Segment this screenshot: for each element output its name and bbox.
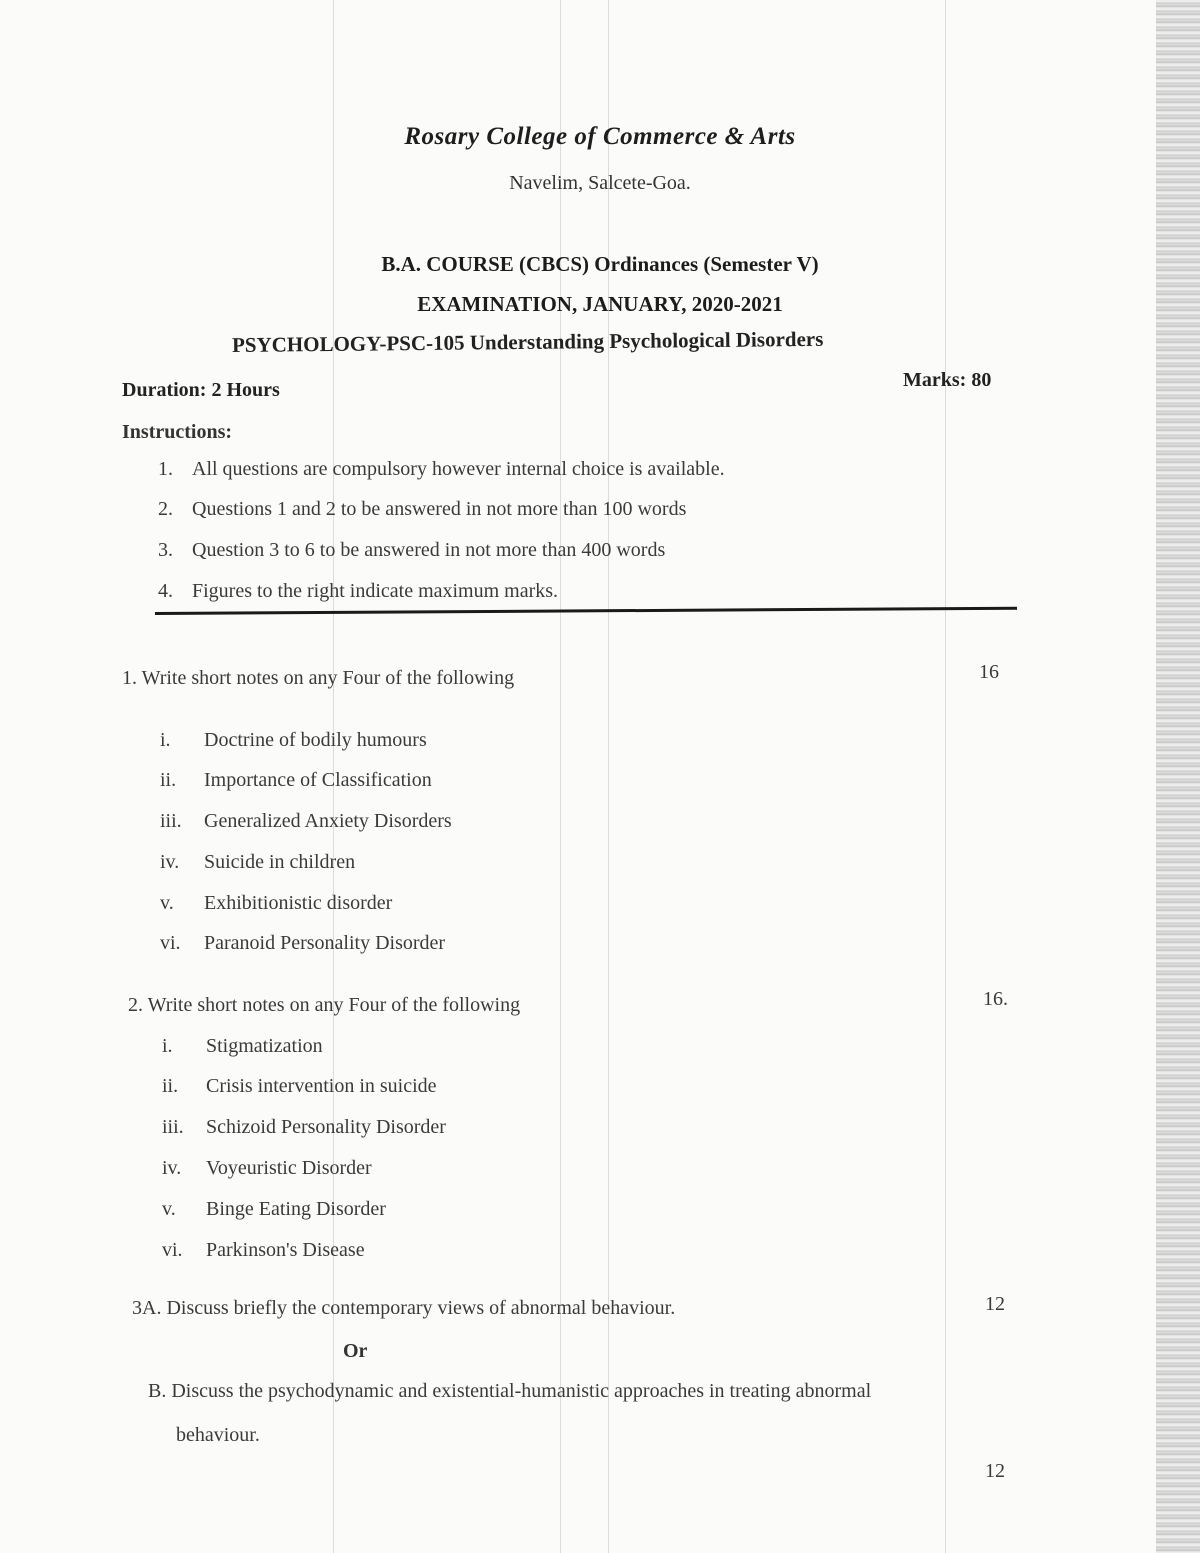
item-number: v. xyxy=(160,892,174,914)
question-1-text: 1. Write short notes on any Four of the following xyxy=(122,667,515,689)
section-divider xyxy=(155,607,1017,615)
item-number: iii. xyxy=(160,810,182,832)
instruction-item xyxy=(158,539,665,562)
instruction-text: Questions 1 and 2 to be answered in not more than 100 words xyxy=(192,498,687,520)
question-2-marks: 16. xyxy=(983,988,1008,1010)
list-item xyxy=(160,851,355,874)
question-3b-marks: 12 xyxy=(985,1460,1005,1482)
instructions-heading: Instructions: xyxy=(122,421,233,443)
instruction-item xyxy=(158,458,725,481)
scan-edge xyxy=(1156,0,1200,1553)
item-number: i. xyxy=(162,1035,173,1057)
instruction-text: Question 3 to 6 to be answered in not more than 400 words xyxy=(192,539,666,561)
item-text: Exhibitionistic disorder xyxy=(204,892,393,914)
list-item xyxy=(160,892,392,915)
question-2-text: 2. Write short notes on any Four of the following xyxy=(128,994,521,1016)
instruction-number: 4. xyxy=(158,580,173,602)
list-item xyxy=(162,1198,386,1221)
question-3b-text-continued: behaviour. xyxy=(176,1424,260,1446)
list-item xyxy=(162,1075,437,1098)
item-text: Generalized Anxiety Disorders xyxy=(204,810,452,832)
item-number: iv. xyxy=(162,1157,182,1179)
list-item xyxy=(160,810,452,833)
item-number: v. xyxy=(162,1198,176,1220)
item-text: Crisis intervention in suicide xyxy=(206,1075,437,1097)
item-text: Parkinson's Disease xyxy=(206,1239,365,1261)
item-number: ii. xyxy=(160,769,177,791)
instruction-text: All questions are compulsory however internal choice is available. xyxy=(192,458,725,480)
course-title: B.A. COURSE (CBCS) Ordinances (Semester V) xyxy=(381,252,819,276)
item-number: i. xyxy=(160,729,171,751)
duration: Duration: 2 Hours xyxy=(122,379,280,401)
item-text: Voyeuristic Disorder xyxy=(206,1157,372,1179)
item-number: iii. xyxy=(162,1116,184,1138)
item-text: Paranoid Personality Disorder xyxy=(204,932,446,954)
item-text: Schizoid Personality Disorder xyxy=(206,1116,446,1138)
question-3a-text: 3A. Discuss briefly the contemporary views of abnormal behaviour. xyxy=(132,1297,676,1319)
item-text: Stigmatization xyxy=(206,1035,323,1057)
instruction-number: 3. xyxy=(158,539,173,561)
college-location: Navelim, Salcete-Goa. xyxy=(509,172,691,194)
list-item xyxy=(162,1116,446,1139)
total-marks: Marks: 80 xyxy=(903,369,992,391)
exam-title: EXAMINATION, JANUARY, 2020-2021 xyxy=(417,292,783,316)
fold-line xyxy=(945,0,946,1553)
subject-title: PSYCHOLOGY-PSC-105 Understanding Psychological Disorders xyxy=(231,326,824,357)
question-3b-text: B. Discuss the psychodynamic and existential-humanistic approaches in treating abnormal xyxy=(148,1380,872,1402)
instruction-item xyxy=(158,498,686,521)
question-1-marks: 16 xyxy=(979,661,999,683)
instruction-number: 1. xyxy=(158,458,173,480)
item-number: vi. xyxy=(162,1239,183,1261)
instruction-text: Figures to the right indicate maximum marks. xyxy=(192,580,559,602)
item-number: iv. xyxy=(160,851,180,873)
item-text: Doctrine of bodily humours xyxy=(204,729,427,751)
item-text: Suicide in children xyxy=(204,851,356,873)
item-number: vi. xyxy=(160,932,181,954)
list-item xyxy=(160,932,445,955)
college-name: Rosary College of Commerce & Arts xyxy=(404,123,796,150)
instruction-number: 2. xyxy=(158,498,173,520)
list-item xyxy=(162,1239,365,1262)
instruction-item xyxy=(158,580,558,603)
question-3a-marks: 12 xyxy=(985,1293,1005,1315)
list-item xyxy=(162,1035,323,1058)
fold-line xyxy=(560,0,561,1553)
list-item xyxy=(162,1157,372,1180)
list-item xyxy=(160,729,427,752)
fold-line xyxy=(608,0,609,1553)
or-separator: Or xyxy=(343,1340,368,1362)
item-text: Importance of Classification xyxy=(204,769,432,791)
item-number: ii. xyxy=(162,1075,179,1097)
item-text: Binge Eating Disorder xyxy=(206,1198,386,1220)
list-item xyxy=(160,769,432,792)
